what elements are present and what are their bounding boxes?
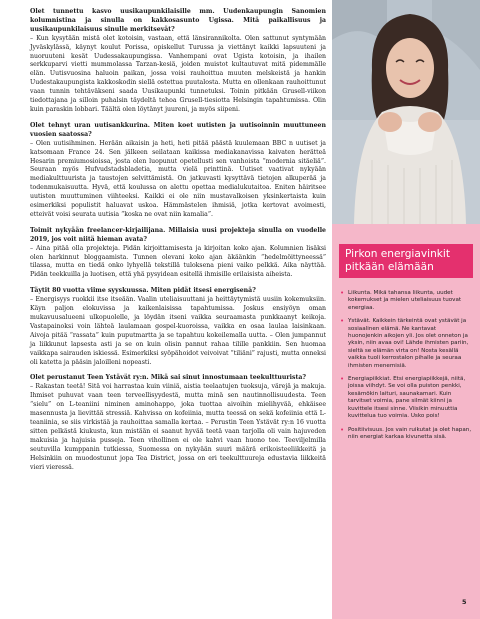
portrait-illustration [332,0,480,224]
tips-list [340,290,472,447]
tip-text: Ystävät. Kaikkein tärkeintä ovat ystävät ja sosiaalinen elämä. Ne kantavat huonojenkin aikojen yli. Jos olet onneton ja yksin, niin avaa ovi! Lähde ihmisten pariin, sieltä se elämän virta on! Nosta kesällä vaikka tuoli kerrostalon pihalle ja seuraa ihmisten menemisiä. [348,318,469,369]
question-5: Olet perustanut Teen Ystävät ry:n. Mikä sai sinut innostumaan teekulttuurista? [30,374,307,382]
bullet-dot-icon: • [340,317,345,326]
answer-1: – Kun kysytään mistä olet kotoisin, vastaan, että länsirannikolta. Olen sattunut syntymään Jyväskylässä, käynyt koulut Porissa, opiskellut Turussa ja viettänyt kaikki lapsuuteni ja nuoruuteni kesät Uudessakaupungissa. Vanhempani ovat Ugista kotoisin, ja ihailen serkkuparvi vietti mummolassa Tarzan-kesiä, joiden muistot kultautuvat mitä pidemmälle elän. Uutisvuosina haluoin paikan, jossa voisi rauhoittua muuten melskeistä ja hankin Uudestakaupungista kakkoskodin siellä ostettua puutalosta. Mutta en ollenkaan rauhoittunut vaan tunnin tehtäväkseni saada Uusikaupunki tunnetuksi. Toinin pitkään Grusell-viikon tiedottajana ja silloin puhalsin täydeltä tehoa Grusell-tiesiotta Helsingin tapahtumissa. Olin kuin paraskin lobbari. Täältä olen löytänyt juureni, ja myös siipeni. [30,34,326,113]
answer-4: – Energisyys ruokkii itse itseään. Vaalin uteliaisuuttani ja heittäytymistä uusiin kokemuksiin. Käyn paljon elokuvissa ja kaikenlaisissa tapahtumissa. Joskus ensiyöyn oman mukavuusalueeni ulkopuolelle, ja löydän itseni vaikka seuraamasta punkkaanyt keikoja. Vastapainoksi voin lähteä laulamaan gospel-kuoroissa, vaikka en osaa laulaa laisinkaan. Aivoja pitää “rassata” kuin puputmartta ja se tapahtuu kokeilemalla uutta. – Olen jumpannut ja liikkunut lapsesta asti ja se on kuin olisin pannut rahaa tilille pankkiin. Sen huomaa vaikkapa sairauden iskiessä. Esimerkiksi syöpähoidot veivoivat “tiliäni” rajusti, mutta onneksi oli katetta ja pääsin jaloilleni nopeasti. [30,296,326,366]
tips-panel-title: Pirkon energiavinkit pitkään elämään [339,244,473,278]
question-2: Olet tehnyt uran uutisankkurina. Miten koet uutisten ja uutisoinnin muuttuneen vuosien saatossa? [30,121,326,138]
question-1: Olet tunnettu kasvo uusikaupunkilaisille mm. Uudenkaupungin Sanomien kolumnistina ja sinulla on kakkosasunto Ugissa. Mitä paikallisuus ja uusikaupunkilaisuus sinulle merkitsevät? [30,8,326,33]
tip-item [340,318,472,370]
answer-3: – Aina pitää olla projekteja. Pidän kirjoittamisesta ja kirjoitan koko ajan. Kolumnien lisäksi olen harkinnut bloggaamista. Tunnen olevani koko ajan äkäänkin “hedelmöittyneessä” tilassa, mutta en tiedä onko lyhyellä tekstillä tuloksena pieni vaiko pelkkä. Aika näyttää. Pidän teekkuilla ja luotisen, että yhä pysyidean esitellä ihmisille erilaisista aiheista. [30,244,326,279]
bullet-dot-icon: • [340,289,345,297]
answer-2: – Olen uutisihminen. Herään aikaisin ja heti, heti pitää päästä kuulemaan BBC n uutiset ja katsomaan France 24. Sen jälkeen seilataan kaikissa mediakanavissa kaivaten herätteä Hesarin premiumosioissa, josta olen luopunut opetellusti sen vanhoista “modernia sitäeliä”. Seuraan myös Hufvudstadsbladetia, mutta vielä printtinä. Uutiset vaativat nykyään mediakulttuurista ja taustojen selvittämistä. On jatkuvasti kysyttävä tietojen alkuperää ja todenmukaisuutta. Hyvä, että koulussa on alettu opettaa medialukutaitoa. Eniten häiritsee uutisten muuttuminen viihteeksi. Kaikki ei ole niin mustavalkoisen yksinkertaista kuin esimerkiksi populistit haluavat uskoa. Hämmästelen ihmisiä, jotka kertovat avoimesti, etteivät voisi seurata uutisia “koska ne ovat niin kamalia”. [30,139,326,218]
tip-text: Positiivisuus. Jos vain ruikutat ja olet hapan, niin energiat karkaa kivunetta sisä. [348,426,472,440]
tip-item [340,427,472,442]
bullet-dot-icon: • [340,375,345,384]
answer-5: – Rakastan teetä! Sitä voi harrastaa kuin viiniä, aistia teelaatujen tuoksuja, värejä ja makuja. Ihmiset puhuvat vaan teen terveellisyydestä, mutta minä sen nautinnollisuudesta. Teen “sielu” on L-teaniini niminen aminohappo, joka tuottaa aivoihin mielihyvää, ehkäisee masennusta ja lievittää stressiä. Kahvissa on kofeiinia, mutta teessä on sekä kofeiinia että L-teaniinia, se siis virkistää ja rauhoittaa samalla kertaa. – Perustin Teen Ystävät ry:n 16 vuotta sitten pelkästä kiukusta, kun mistään ei saanut hyvää teetä vaan tarjolla oli vain hajuveden makuisia ja hajuisia pusseja. Teen vihollinen ei ole kahvi vaan huono tee. Teeviljelmilla seutuvilla kumppanin tutkiessa, Suomessa on nykyään suuri määrä erikoisteeliikkeitä ja Helsinkiin on muodostunut jopa Tea District, jossa on eri teekulttuureja edustavia liikkeitä vieri vieressä. [30,383,326,471]
bullet-dot-icon: • [340,425,345,434]
question-3: Toimit nykyään freelancer-kirjailijana. Millaisia uusi projekteja sinulla on vuodelle 2019, jos voit niitä hieman avata? [30,226,326,243]
tip-text: Energiapiikkiat. Etsi energiapiikkejä, niitä, joissa viihdyt. Se voi olla puiston penkki, kesämökin laituri, saunakamari. Kuin tarvitset voimia, pane silmät kiinni ja kuvittele itsesi sinne. Viisikin minuuttia kuvittelua tuo voimia. Usko pois! [348,376,466,420]
tip-item [340,290,472,312]
tip-text: Liikunta. Mikä tahansa liikunta, uudet kokemukset ja mielen uteliaisuus tuovat energiaa. [348,290,462,311]
portrait-photo [332,0,480,224]
tip-item [340,376,472,420]
page-number: 5 [462,598,467,606]
article-column [30,8,326,479]
question-4: Täytit 80 vuotta viime syyskuussa. Miten pidät itsesi energisenä? [30,287,256,295]
